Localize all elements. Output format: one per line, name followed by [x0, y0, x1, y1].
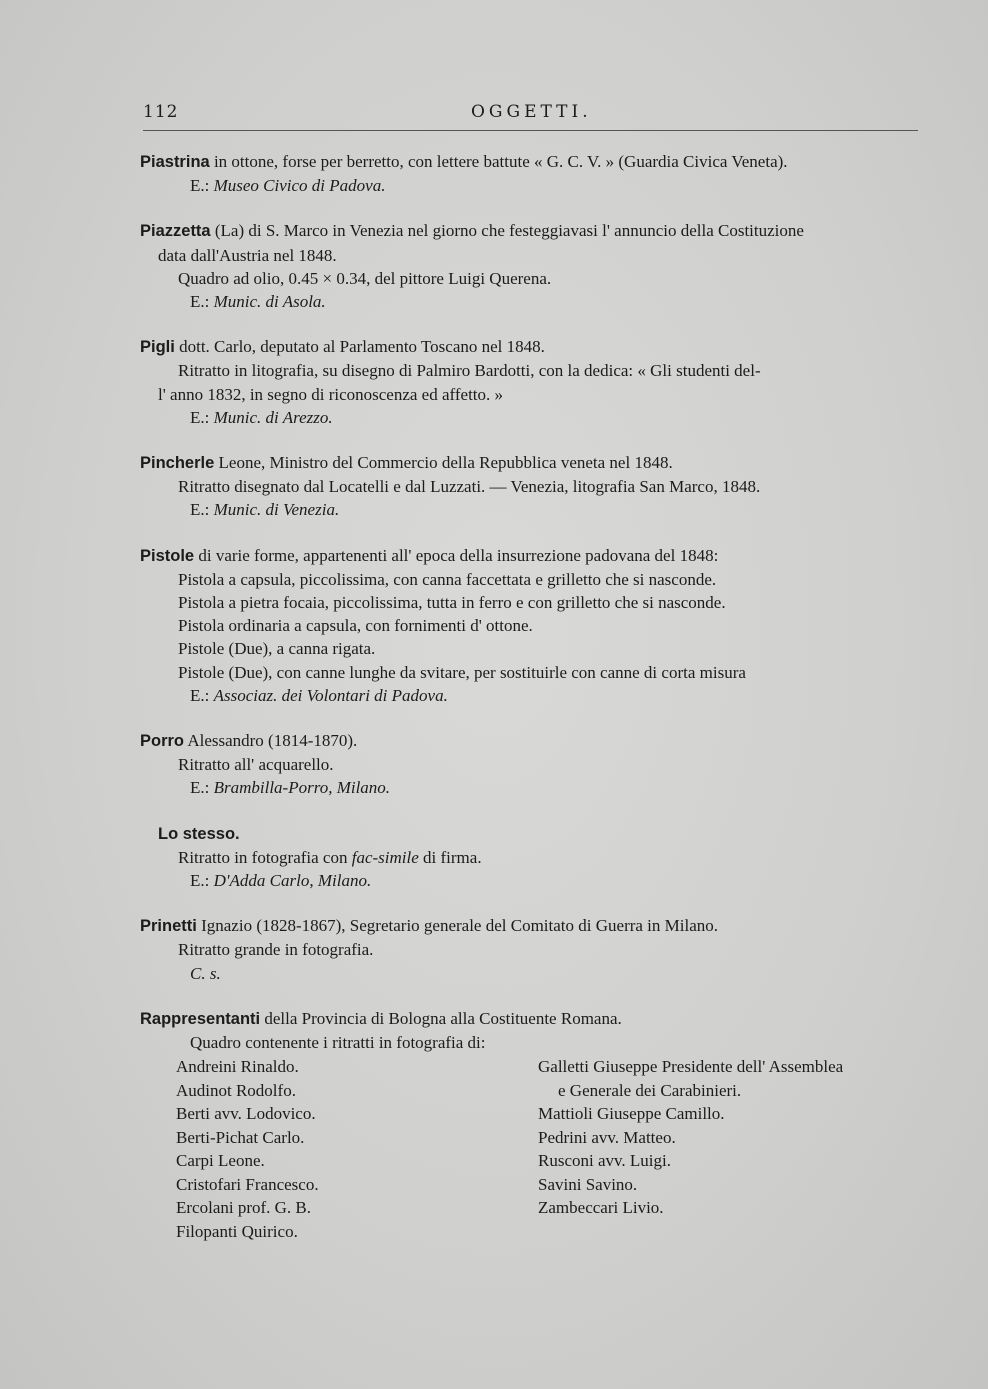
list-item: Berti-Pichat Carlo. [176, 1127, 305, 1147]
entry-detail: Pistola a capsula, piccolissima, con canna faccettata e grilletto che si nasconde. [178, 569, 717, 589]
header-rule [143, 130, 918, 131]
page-title: OGGETTI. [471, 102, 592, 122]
entry-description: della Provincia di Bologna alla Costituente Romana. [260, 1008, 622, 1028]
entry-prinetti [140, 914, 925, 985]
source-label: E.: [190, 407, 214, 427]
page-number: 112 [143, 102, 179, 122]
entry-pistole [140, 544, 925, 707]
entry-heading: Lo stesso. [158, 824, 240, 843]
source-label: E.: [190, 778, 214, 798]
source-value: D'Adda Carlo, Milano. [213, 871, 372, 891]
list-item: Savini Savino. [538, 1174, 638, 1194]
list-item: Carpi Leone. [176, 1151, 265, 1171]
list-item: e Generale dei Carabinieri. [558, 1080, 742, 1100]
source-value: Munic. di Arezzo. [213, 407, 333, 427]
detail-text: di firma. [418, 847, 482, 867]
list-item: Galletti Giuseppe Presidente dell' Assemblea [538, 1057, 844, 1077]
entry-description: in ottone, forse per berretto, con lettere battute « G. C. V. » (Guardia Civica Veneta). [209, 152, 788, 171]
entry-description: (La) di S. Marco in Venezia nel giorno che festeggiavasi l' annuncio della Costituzione [210, 221, 804, 241]
names-left-column [176, 1055, 319, 1243]
entry-heading: Piazzetta [140, 222, 211, 241]
entry-heading: Pistole [140, 546, 195, 565]
entry-detail: Pistola a pietra focaia, piccolissima, tutta in ferro e con grilletto che si nasconde. [178, 593, 726, 613]
entry-heading: Porro [140, 732, 185, 751]
source-value: Brambilla-Porro, Milano. [213, 778, 391, 798]
entry-detail: Ritratto grande in fotografia. [178, 940, 374, 960]
entry-detail: Quadro ad olio, 0.45 × 0.34, del pittore Luigi Querena. [178, 268, 552, 288]
entry-detail: Pistole (Due), a canna rigata. [178, 639, 376, 659]
source-label: E.: [190, 292, 214, 312]
entry-piastrina [140, 150, 925, 197]
source-value: Museo Civico di Padova. [213, 176, 386, 196]
entry-detail: Pistole (Due), con canne lunghe da svitare, per sostituirle con canne di corta misura [178, 662, 746, 682]
source-label: E.: [190, 500, 214, 520]
entry-detail-cont: l' anno 1832, in segno di riconoscenza ed affetto. » [158, 384, 504, 404]
detail-italic: fac-simile [351, 847, 419, 867]
entry-description: Leone, Ministro del Commercio della Repubblica veneta nel 1848. [214, 453, 673, 473]
entry-heading: Piastrina [140, 153, 210, 171]
entry-rappresentanti [140, 1007, 925, 1255]
list-item: Zambeccari Livio. [538, 1198, 664, 1218]
entry-description: Alessandro (1814-1870). [184, 731, 358, 751]
list-item: Pedrini avv. Matteo. [538, 1127, 676, 1147]
entry-detail [140, 846, 925, 869]
entry-detail: Ritratto in litografia, su disegno di Palmiro Bardotti, con la dedica: « Gli studenti del- [178, 361, 761, 381]
detail-text: Ritratto in fotografia con [178, 847, 352, 867]
source-value: C. s. [190, 963, 221, 983]
list-item: Audinot Rodolfo. [176, 1080, 296, 1100]
page-header [143, 100, 918, 130]
entry-detail: Ritratto all' acquarello. [178, 755, 334, 775]
entry-heading: Prinetti [140, 917, 197, 936]
entry-description: di varie forme, appartenenti all' epoca della insurrezione padovana del 1848: [194, 545, 719, 565]
entry-lo-stesso [140, 822, 925, 893]
names-list [140, 1055, 925, 1255]
entry-porro [140, 729, 925, 800]
entry-piazzetta [140, 219, 925, 313]
catalog-entries [140, 150, 925, 1277]
list-item: Andreini Rinaldo. [176, 1057, 299, 1077]
list-item: Cristofari Francesco. [176, 1174, 319, 1194]
entry-intro: Quadro contenente i ritratti in fotografia di: [190, 1033, 486, 1053]
source-value: Munic. di Asola. [213, 292, 326, 312]
entry-pigli [140, 335, 925, 429]
entry-description: dott. Carlo, deputato al Parlamento Toscano nel 1848. [174, 337, 545, 357]
list-item: Berti avv. Lodovico. [176, 1104, 316, 1124]
entry-heading: Rappresentanti [140, 1009, 261, 1028]
source-value: Munic. di Venezia. [213, 500, 340, 520]
names-right-column [538, 1055, 843, 1220]
source-label: E.: [190, 176, 214, 196]
entry-pincherle [140, 451, 925, 522]
list-item: Filopanti Quirico. [176, 1221, 298, 1241]
source-label: E.: [190, 685, 214, 705]
source-label: E.: [190, 871, 214, 891]
entry-description: Ignazio (1828-1867), Segretario generale del Comitato di Guerra in Milano. [196, 916, 719, 936]
entry-detail: Ritratto disegnato dal Locatelli e dal Luzzati. — Venezia, litografia San Marco, 1848. [178, 477, 761, 497]
entry-heading: Pigli [140, 338, 175, 357]
entry-detail: Pistola ordinaria a capsula, con fornimenti d' ottone. [178, 616, 533, 636]
entry-heading: Pincherle [140, 454, 215, 473]
entry-description-cont: data dall'Austria nel 1848. [158, 245, 337, 265]
list-item: Mattioli Giuseppe Camillo. [538, 1104, 725, 1124]
list-item: Rusconi avv. Luigi. [538, 1151, 671, 1171]
list-item: Ercolani prof. G. B. [176, 1198, 312, 1218]
source-value: Associaz. dei Volontari di Padova. [213, 685, 448, 705]
